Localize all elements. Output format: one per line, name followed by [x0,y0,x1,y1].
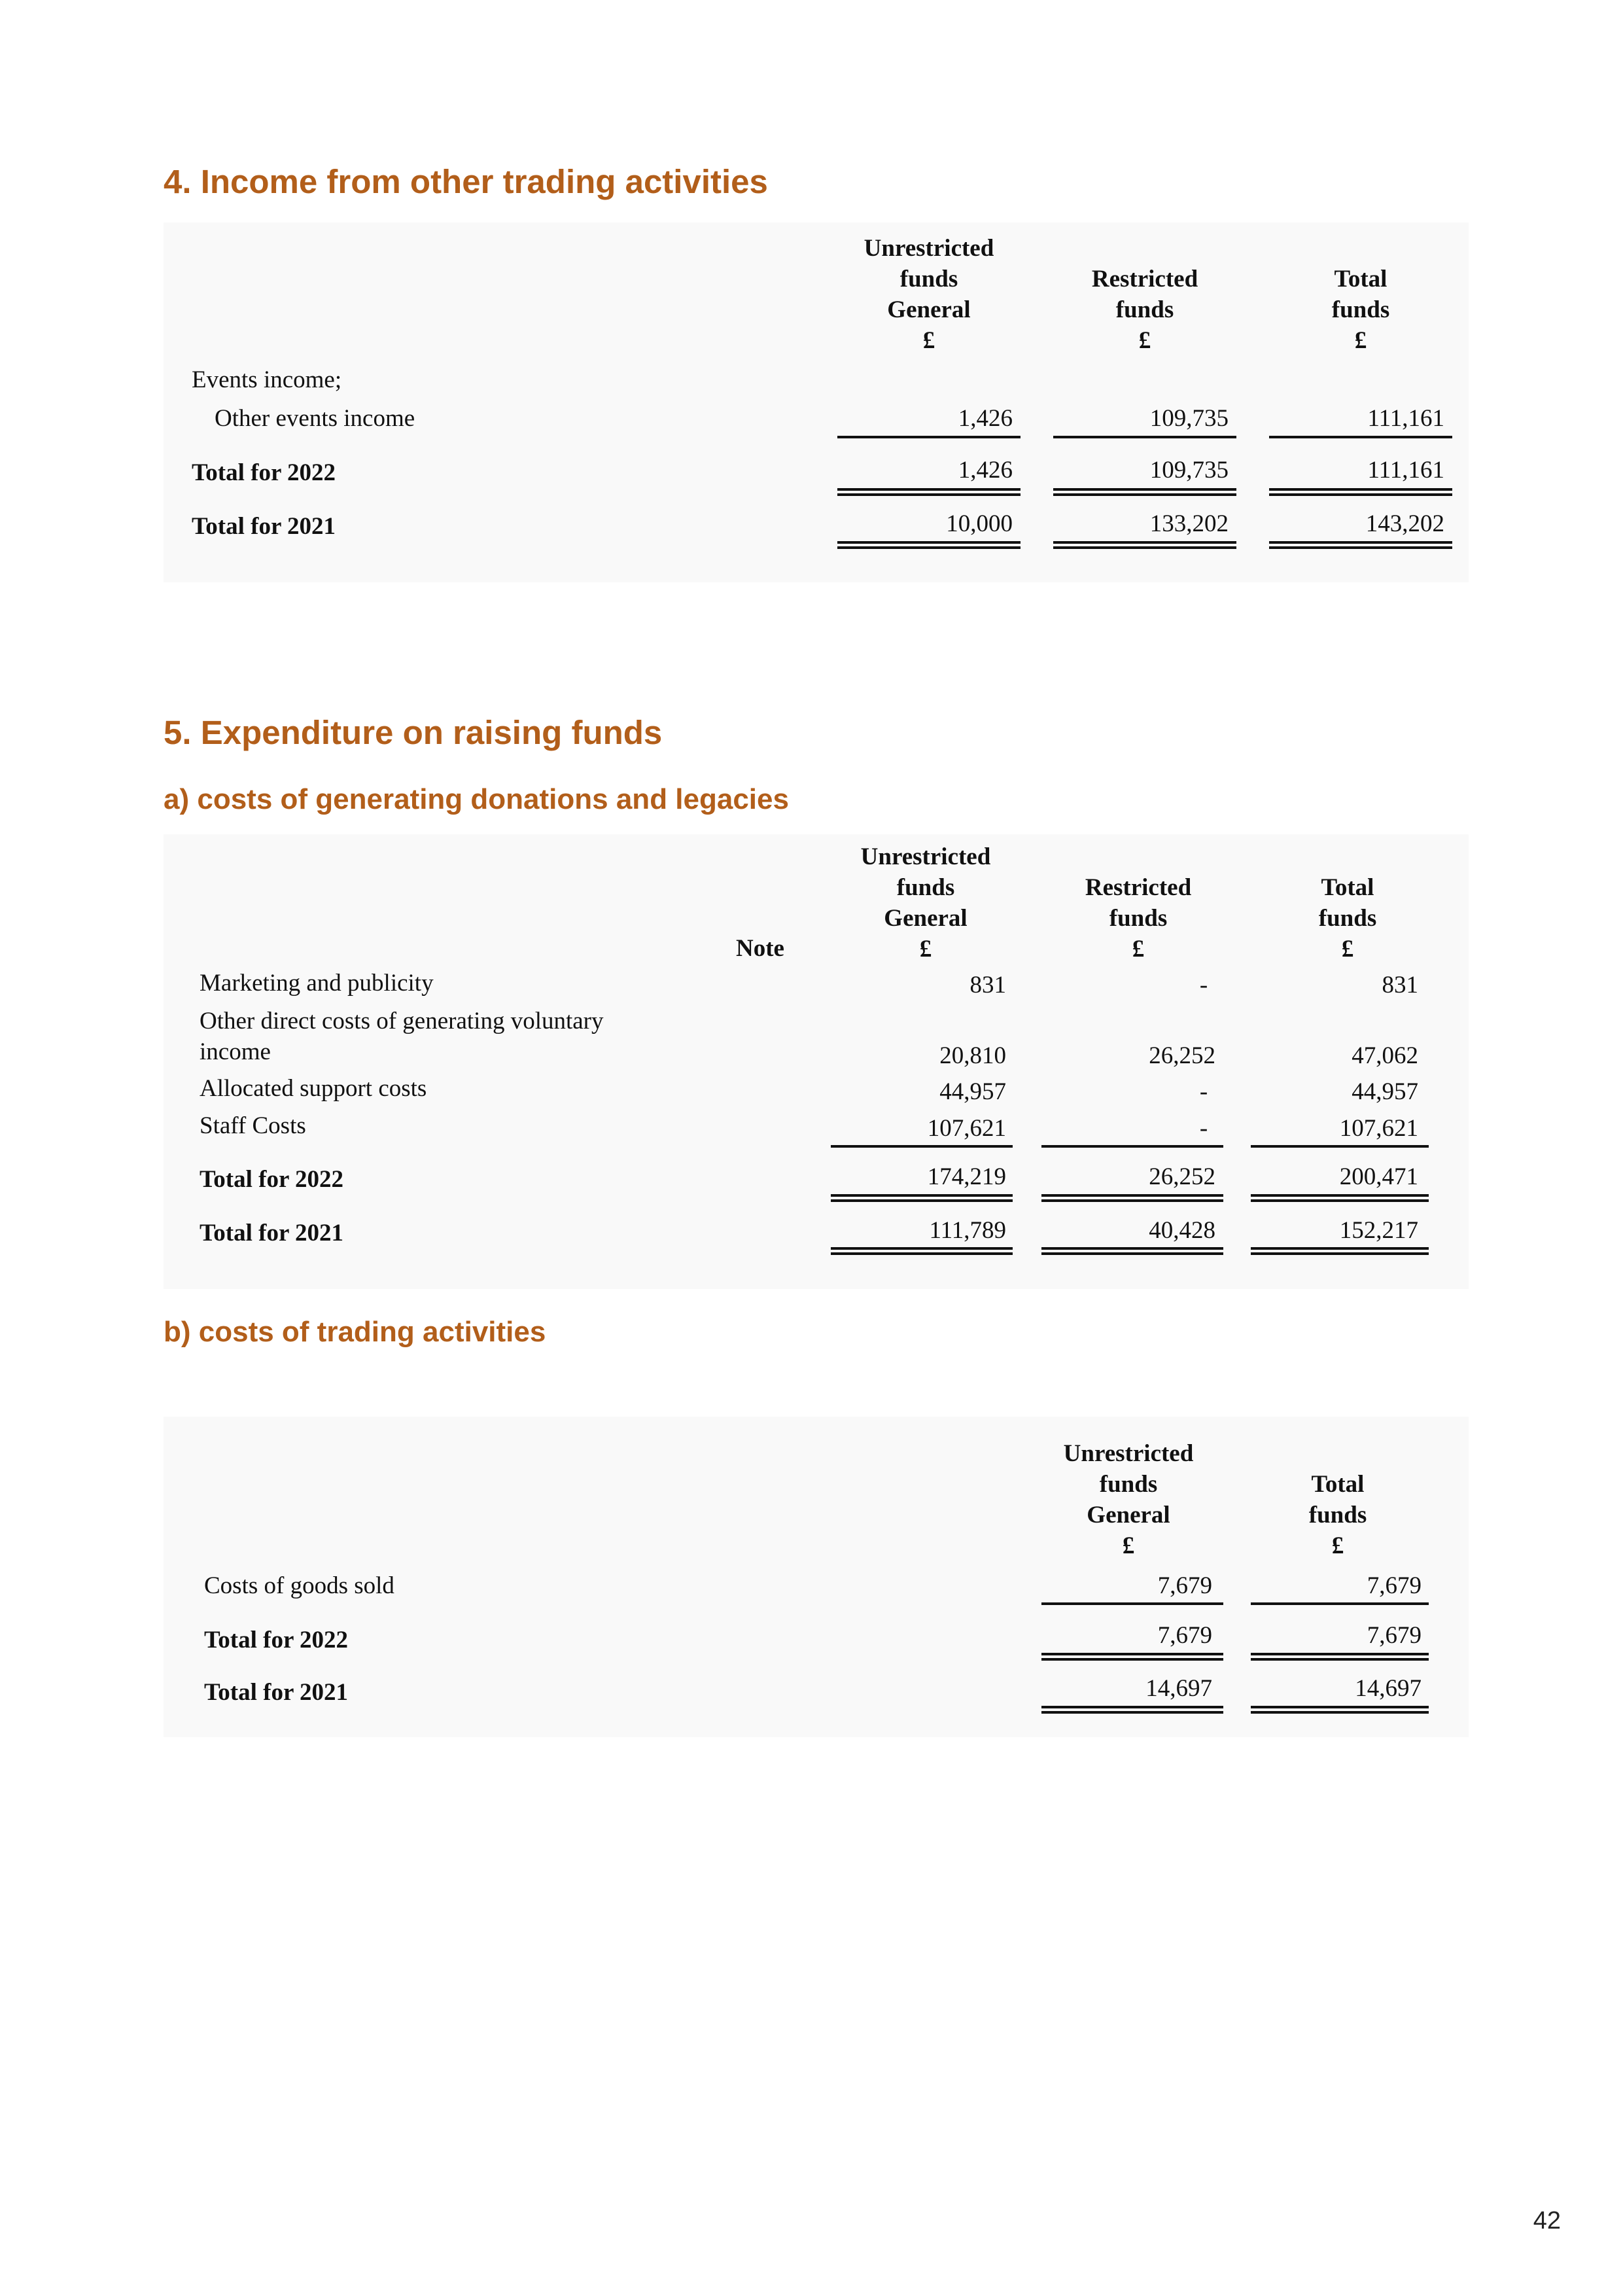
total-double-rule [1251,1194,1429,1202]
col-header-total: Total funds £ [1331,266,1390,354]
subtotal-rule [837,436,1021,438]
cell-unrestricted: 7,679 [1157,1622,1212,1649]
section-5-title: 5. Expenditure on raising funds [164,714,663,751]
subtotal-rule [1269,436,1452,438]
cell-unrestricted: 20,810 [939,1042,1006,1069]
cell-total: 152,217 [1339,1217,1418,1244]
row-label-other-direct-costs: Other direct costs of generating voluntary [200,1008,604,1034]
row-label-total-2022: Total for 2022 [192,459,336,486]
cell-total: 111,161 [1367,457,1444,484]
subtotal-rule [1053,436,1236,438]
cell-restricted: 26,252 [1149,1042,1215,1069]
cell-unrestricted: 14,697 [1145,1675,1212,1702]
row-label-marketing: Marketing and publicity [200,970,434,997]
total-double-rule [831,1194,1013,1202]
col-header-total: Total funds £ [1308,1471,1367,1559]
total-double-rule [1053,541,1236,549]
cell-total: 7,679 [1367,1622,1422,1649]
cell-total: 107,621 [1339,1115,1418,1142]
page-number: 42 [1533,2207,1561,2234]
subtotal-rule [1041,1145,1223,1148]
total-double-rule [837,488,1021,496]
row-label-total-2021: Total for 2021 [192,513,336,540]
cell-unrestricted: 10,000 [946,510,1013,537]
cell-total: 47,062 [1352,1042,1418,1069]
col-header-unrestricted: Unrestricted funds General £ [860,843,991,963]
cell-total: 111,161 [1367,405,1444,432]
cell-unrestricted: 174,219 [927,1163,1006,1190]
cell-unrestricted: 1,426 [958,405,1013,432]
total-double-rule [831,1247,1013,1255]
row-label-total-2022: Total for 2022 [204,1627,348,1653]
cell-restricted: - [1199,1078,1208,1105]
subtotal-rule [1251,1602,1429,1605]
section-4-title: 4. Income from other trading activities [164,163,768,200]
cell-restricted: - [1199,972,1208,998]
cell-restricted: - [1199,1115,1208,1142]
cell-total: 7,679 [1367,1572,1422,1599]
total-double-rule [1269,541,1452,549]
total-double-rule [1251,1653,1429,1661]
cell-unrestricted: 1,426 [958,457,1013,484]
cell-restricted: 109,735 [1149,457,1229,484]
col-header-restricted: Restricted funds £ [1091,266,1198,354]
cell-unrestricted: 7,679 [1157,1572,1212,1599]
cell-unrestricted: 44,957 [939,1078,1006,1105]
cell-total: 44,957 [1352,1078,1418,1105]
total-double-rule [1041,1706,1223,1714]
col-header-total: Total funds £ [1318,874,1377,963]
cell-total: 200,471 [1339,1163,1418,1190]
subtotal-rule [831,1145,1013,1148]
subtotal-rule [1251,1145,1429,1148]
row-label-staff-costs: Staff Costs [200,1112,306,1139]
total-double-rule [837,541,1021,549]
subtotal-rule [1041,1602,1223,1605]
row-label-costs-of-goods-sold: Costs of goods sold [204,1572,394,1599]
row-label-allocated-support: Allocated support costs [200,1075,427,1102]
cell-unrestricted: 831 [969,972,1006,998]
total-double-rule [1041,1194,1223,1202]
total-double-rule [1041,1653,1223,1661]
cell-restricted: 40,428 [1149,1217,1215,1244]
total-double-rule [1053,488,1236,496]
row-label-other-direct-costs-cont: income [200,1038,271,1065]
col-header-unrestricted: Unrestricted funds General £ [1063,1440,1194,1559]
cell-total: 14,697 [1355,1675,1422,1702]
total-double-rule [1251,1706,1429,1714]
section-5b-title: b) costs of trading activities [164,1316,546,1348]
total-double-rule [1251,1247,1429,1255]
col-header-note: Note [736,935,784,962]
cell-total: 143,202 [1365,510,1444,537]
col-header-unrestricted: Unrestricted funds General £ [864,235,994,354]
cell-restricted: 26,252 [1149,1163,1215,1190]
section-5a-title: a) costs of generating donations and legacies [164,783,789,815]
cell-restricted: 109,735 [1149,405,1229,432]
col-header-restricted: Restricted funds £ [1085,874,1192,963]
cell-unrestricted: 107,621 [927,1115,1006,1142]
row-label-total-2021: Total for 2021 [200,1220,343,1246]
cell-total: 831 [1382,972,1418,998]
row-label-other-events-income: Other events income [215,405,415,432]
row-label-total-2022: Total for 2022 [200,1166,343,1193]
total-double-rule [1041,1247,1223,1255]
total-double-rule [1269,488,1452,496]
cell-restricted: 133,202 [1149,510,1229,537]
row-label-total-2021: Total for 2021 [204,1679,348,1706]
row-label-events-income: Events income; [192,366,342,393]
cell-unrestricted: 111,789 [929,1217,1006,1244]
